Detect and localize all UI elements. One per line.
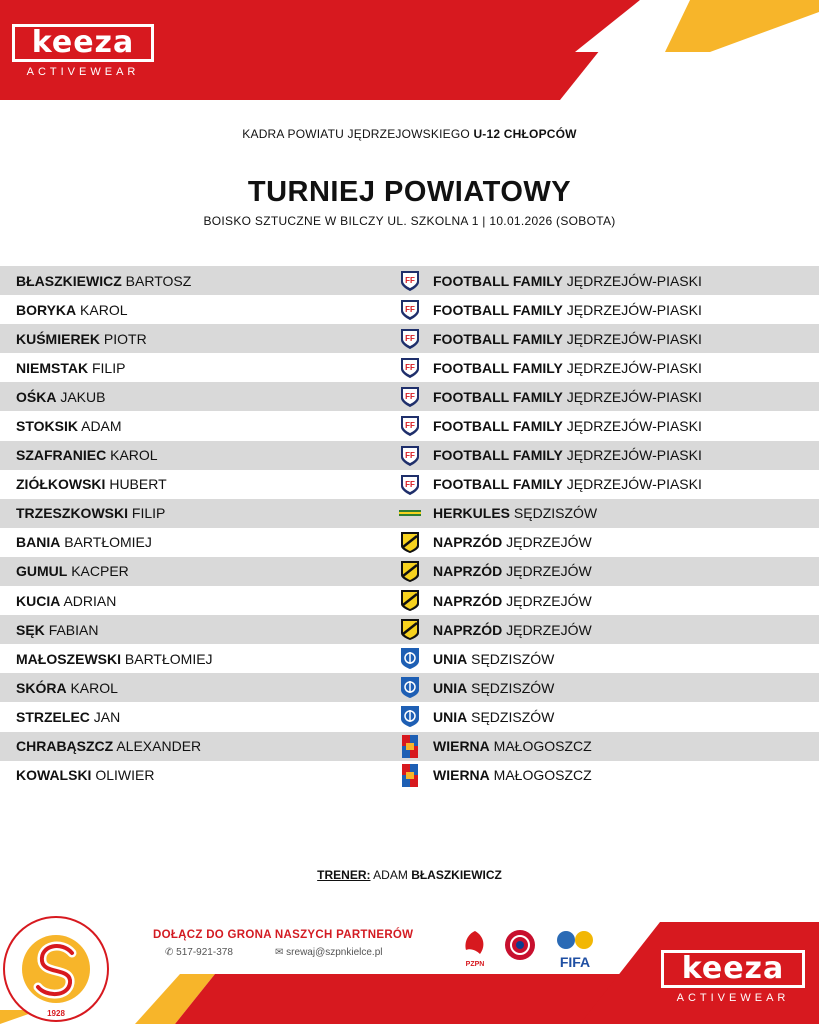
club-town: JĘDRZEJÓW	[506, 563, 592, 580]
player-row	[0, 266, 819, 295]
player-row	[0, 761, 819, 790]
club-name-bold: FOOTBALL FAMILY	[433, 359, 563, 376]
player-row	[0, 295, 819, 324]
naprzod-crest-icon	[399, 589, 421, 612]
svg-text:FF: FF	[405, 479, 415, 489]
player-first-name: ADAM	[81, 418, 122, 435]
club-name	[433, 680, 554, 696]
player-row	[0, 353, 819, 382]
player-first-name: HUBERT	[109, 476, 167, 493]
player-row	[0, 324, 819, 353]
player-surname: TRZESZKOWSKI	[16, 505, 128, 522]
football-family-crest-icon	[399, 414, 421, 437]
club-town: JĘDRZEJÓW	[506, 621, 592, 638]
club-name	[433, 360, 702, 376]
club-name-bold: FOOTBALL FAMILY	[433, 418, 563, 435]
herkules-crest-icon	[399, 502, 421, 525]
club-town: MAŁOGOSZCZ	[493, 738, 592, 755]
player-name	[16, 563, 129, 579]
club-town: JĘDRZEJÓW-PIASKI	[566, 476, 702, 493]
player-surname: OŚKA	[16, 388, 57, 405]
player-row	[0, 732, 819, 761]
player-name	[16, 767, 154, 783]
club-name-bold: UNIA	[433, 650, 468, 667]
svg-text:FF: FF	[405, 363, 415, 373]
player-name	[16, 651, 213, 667]
club-town: JĘDRZEJÓW-PIASKI	[566, 359, 702, 376]
unia-crest-icon	[399, 676, 421, 699]
subtitle-prefix: KADRA POWIATU JĘDRZEJOWSKIEGO	[242, 127, 470, 141]
coach-label: TRENER:	[317, 868, 371, 882]
player-row	[0, 382, 819, 411]
svg-text:FF: FF	[405, 392, 415, 402]
naprzod-crest-icon	[399, 618, 421, 641]
phone-icon: ✆	[165, 947, 174, 958]
coach-line	[0, 868, 819, 882]
club-name	[433, 331, 702, 347]
player-surname: STOKSIK	[16, 418, 78, 435]
player-surname: KUŚMIEREK	[16, 330, 101, 347]
player-surname: SĘK	[16, 621, 45, 638]
club-name	[433, 476, 702, 492]
player-first-name: FABIAN	[48, 621, 99, 638]
player-first-name: FILIP	[91, 359, 126, 376]
naprzod-crest-icon	[399, 560, 421, 583]
mail-icon: ✉	[275, 947, 284, 958]
club-name	[433, 593, 592, 609]
club-town: JĘDRZEJÓW	[506, 534, 592, 551]
svg-text:FF: FF	[405, 305, 415, 315]
unia-crest-icon	[399, 705, 421, 728]
player-name	[16, 447, 158, 463]
club-name-bold: NAPRZÓD	[433, 534, 503, 551]
player-first-name: KACPER	[71, 563, 129, 580]
club-town: JĘDRZEJÓW-PIASKI	[566, 388, 702, 405]
club-name	[433, 709, 554, 725]
player-surname: MAŁOSZEWSKI	[16, 650, 121, 667]
club-name-bold: FOOTBALL FAMILY	[433, 272, 563, 289]
coach-first-name: ADAM	[373, 868, 408, 882]
player-name	[16, 534, 152, 550]
player-surname: GUMUL	[16, 563, 68, 580]
club-town: SĘDZISZÓW	[471, 679, 555, 696]
player-row	[0, 411, 819, 440]
player-row	[0, 441, 819, 470]
player-name	[16, 418, 122, 434]
player-row	[0, 499, 819, 528]
player-row	[0, 702, 819, 731]
player-first-name: BARTOSZ	[125, 272, 192, 289]
club-name-bold: NAPRZÓD	[433, 592, 503, 609]
club-town: JĘDRZEJÓW-PIASKI	[566, 301, 702, 318]
player-first-name: BARTŁOMIEJ	[124, 650, 213, 667]
svg-text:FF: FF	[405, 276, 415, 285]
football-family-crest-icon	[399, 444, 421, 467]
player-name	[16, 476, 167, 492]
club-name-bold: FOOTBALL FAMILY	[433, 388, 563, 405]
club-name-bold: WIERNA	[433, 738, 490, 755]
club-town: JĘDRZEJÓW-PIASKI	[566, 330, 702, 347]
player-name	[16, 331, 147, 347]
club-name	[433, 273, 702, 289]
player-first-name: KAROL	[80, 301, 128, 318]
club-name-bold: UNIA	[433, 679, 468, 696]
club-name	[433, 622, 592, 638]
club-name-bold: FOOTBALL FAMILY	[433, 330, 563, 347]
player-name	[16, 680, 118, 696]
club-name	[433, 505, 597, 521]
phone-contact	[165, 947, 233, 958]
coach-surname: BŁASZKIEWICZ	[411, 868, 502, 882]
player-row	[0, 528, 819, 557]
pzpn-text: PZPN	[465, 961, 485, 968]
player-name	[16, 273, 191, 289]
player-surname: NIEMSTAK	[16, 359, 89, 376]
club-name	[433, 302, 702, 318]
club-town: JĘDRZEJÓW	[506, 592, 592, 609]
player-first-name: ALEXANDER	[116, 738, 202, 755]
player-surname: BORYKA	[16, 301, 77, 318]
wierna-crest-icon	[399, 764, 421, 787]
unia-crest-icon	[399, 647, 421, 670]
player-first-name: JAN	[93, 708, 121, 725]
player-name	[16, 360, 125, 376]
player-row	[0, 470, 819, 499]
player-name	[16, 302, 128, 318]
player-surname: SKÓRA	[16, 679, 67, 696]
venue-line: BOISKO SZTUCZNE W BILCZY UL. SZKOLNA 1 | 10.01.2026 (SOBOTA)	[203, 214, 616, 228]
club-town: MAŁOGOSZCZ	[493, 767, 592, 784]
page-title: TURNIEJ POWIATOWY	[247, 176, 572, 208]
club-town: SĘDZISZÓW	[471, 650, 555, 667]
club-name	[433, 534, 592, 550]
club-name-bold: HERKULES	[433, 505, 511, 522]
football-family-crest-icon	[399, 473, 421, 496]
player-first-name: KAROL	[110, 447, 158, 464]
club-name-bold: NAPRZÓD	[433, 621, 503, 638]
club-name	[433, 389, 702, 405]
uefa-logo-icon	[503, 928, 537, 962]
fifa-logo-icon	[553, 928, 597, 970]
pzpn-logo-icon	[460, 928, 490, 970]
player-list	[0, 266, 819, 790]
wierna-crest-icon	[399, 735, 421, 758]
player-row	[0, 673, 819, 702]
club-name	[433, 651, 554, 667]
football-family-crest-icon	[399, 269, 421, 292]
player-surname: STRZELEC	[16, 708, 90, 725]
player-first-name: FILIP	[131, 505, 166, 522]
player-row	[0, 557, 819, 586]
club-name-bold: UNIA	[433, 708, 468, 725]
club-town: SĘDZISZÓW	[471, 708, 555, 725]
club-name	[433, 418, 702, 434]
club-name-bold: NAPRZÓD	[433, 563, 503, 580]
football-family-crest-icon	[399, 385, 421, 408]
player-surname: CHRABĄSZCZ	[16, 738, 114, 755]
player-row	[0, 615, 819, 644]
szpn-seal-logo	[2, 915, 110, 1023]
player-name	[16, 709, 120, 725]
player-row	[0, 586, 819, 615]
player-surname: KUCIA	[16, 592, 61, 609]
club-name	[433, 563, 592, 579]
football-family-crest-icon	[399, 356, 421, 379]
club-town: SĘDZISZÓW	[513, 505, 598, 522]
player-surname: SZAFRANIEC	[16, 447, 107, 464]
email-contact	[275, 947, 382, 958]
player-name	[16, 738, 201, 754]
player-surname: ZIÓŁKOWSKI	[16, 476, 106, 493]
subtitle-category: U-12 CHŁOPCÓW	[473, 127, 577, 141]
player-first-name: PIOTR	[103, 330, 147, 347]
svg-text:FF: FF	[405, 421, 415, 431]
player-name	[16, 505, 165, 521]
phone-number: 517-921-378	[176, 947, 233, 958]
club-town: JĘDRZEJÓW-PIASKI	[566, 272, 702, 289]
player-first-name: BARTŁOMIEJ	[64, 534, 152, 551]
keeza-tagline: ACTIVEWEAR	[26, 66, 140, 78]
player-first-name: JAKUB	[60, 388, 106, 405]
club-name-bold: WIERNA	[433, 767, 490, 784]
email-address: srewaj@szpnkielce.pl	[286, 947, 383, 958]
club-name-bold: FOOTBALL FAMILY	[433, 301, 563, 318]
player-surname: BANIA	[16, 534, 61, 551]
club-town: JĘDRZEJÓW-PIASKI	[566, 447, 702, 464]
player-name	[16, 389, 105, 405]
svg-text:FF: FF	[405, 450, 415, 460]
club-name	[433, 767, 592, 783]
partners-heading: DOŁĄCZ DO GRONA NASZYCH PARTNERÓW	[153, 929, 414, 941]
keeza-logo: keeza	[12, 24, 154, 62]
player-row	[0, 644, 819, 673]
player-name	[16, 622, 98, 638]
squad-subtitle	[0, 127, 819, 141]
player-first-name: OLIWIER	[95, 767, 155, 784]
svg-text:FF: FF	[405, 334, 415, 344]
keeza-tagline-footer: ACTIVEWEAR	[676, 992, 790, 1004]
player-first-name: KAROL	[70, 679, 118, 696]
player-surname: KOWALSKI	[16, 767, 92, 784]
club-town: JĘDRZEJÓW-PIASKI	[566, 418, 702, 435]
fifa-text: FIFA	[559, 954, 591, 970]
football-family-crest-icon	[399, 327, 421, 350]
club-name	[433, 738, 592, 754]
player-surname: BŁASZKIEWICZ	[16, 272, 122, 289]
player-first-name: ADRIAN	[63, 592, 117, 609]
player-name	[16, 593, 116, 609]
football-family-crest-icon	[399, 298, 421, 321]
club-name-bold: FOOTBALL FAMILY	[433, 447, 563, 464]
svg-text:1928: 1928	[47, 1009, 65, 1018]
club-name-bold: FOOTBALL FAMILY	[433, 476, 563, 493]
naprzod-crest-icon	[399, 531, 421, 554]
club-name	[433, 447, 702, 463]
keeza-logo-footer: keeza	[661, 950, 805, 988]
